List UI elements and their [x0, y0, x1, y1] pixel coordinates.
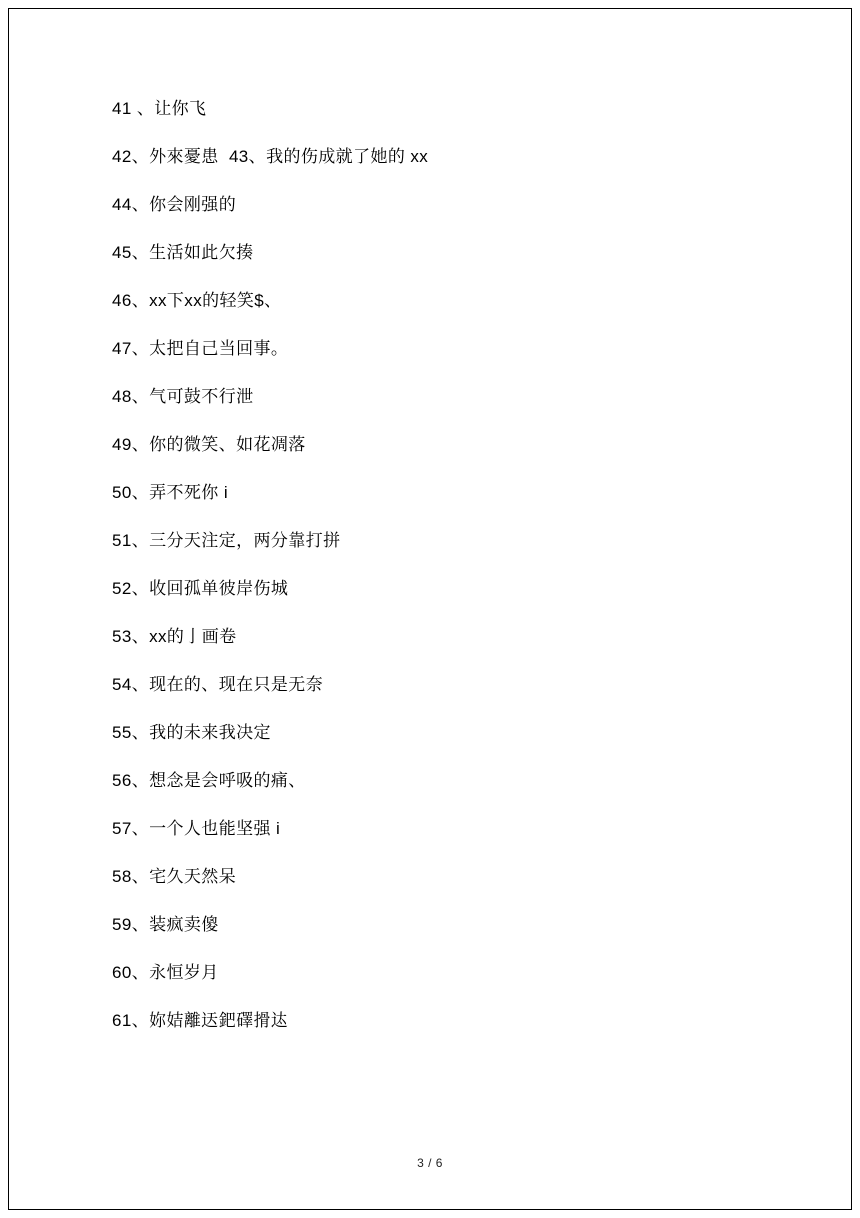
- list-item: 59、装疯卖傻: [112, 915, 219, 934]
- list-item: 52、收回孤单彼岸伤城: [112, 579, 289, 598]
- list-item: 42、外來憂患 43、我的伤成就了她的 xx: [112, 147, 429, 166]
- list-item: 60、永恒岁月: [112, 963, 219, 982]
- list-item: 45、生活如此欠揍: [112, 243, 254, 262]
- list-item: 47、太把自己当回事。: [112, 339, 289, 358]
- list-item: 50、弄不死你 i: [112, 483, 229, 502]
- document-body: [112, 96, 752, 1034]
- list-item: 58、宅久天然呆: [112, 867, 237, 886]
- list-item: 61、妳姞離迗鈀礋搰迏: [112, 1011, 289, 1030]
- list-item: 53、xx的亅画卷: [112, 627, 237, 646]
- list-item: 54、现在的、现在只是无奈: [112, 675, 324, 694]
- list-item: 51、三分天注定，两分靠打拼: [112, 531, 341, 550]
- list-item: 55、我的未来我决定: [112, 723, 271, 742]
- page-number: 3 / 6: [417, 1156, 443, 1170]
- list-item: 44、你会刚强的: [112, 195, 237, 214]
- list-item: 49、你的微笑、如花凋落: [112, 435, 306, 454]
- list-item: 56、想念是会呼吸的痛、: [112, 771, 306, 790]
- list-item: 57、一个人也能坚强 i: [112, 819, 281, 838]
- list-item: 41 、让你飞: [112, 99, 207, 118]
- list-item: 48、气可鼓不行泄: [112, 387, 254, 406]
- list-item: 46、xx下xx的轻笑$、: [112, 291, 282, 310]
